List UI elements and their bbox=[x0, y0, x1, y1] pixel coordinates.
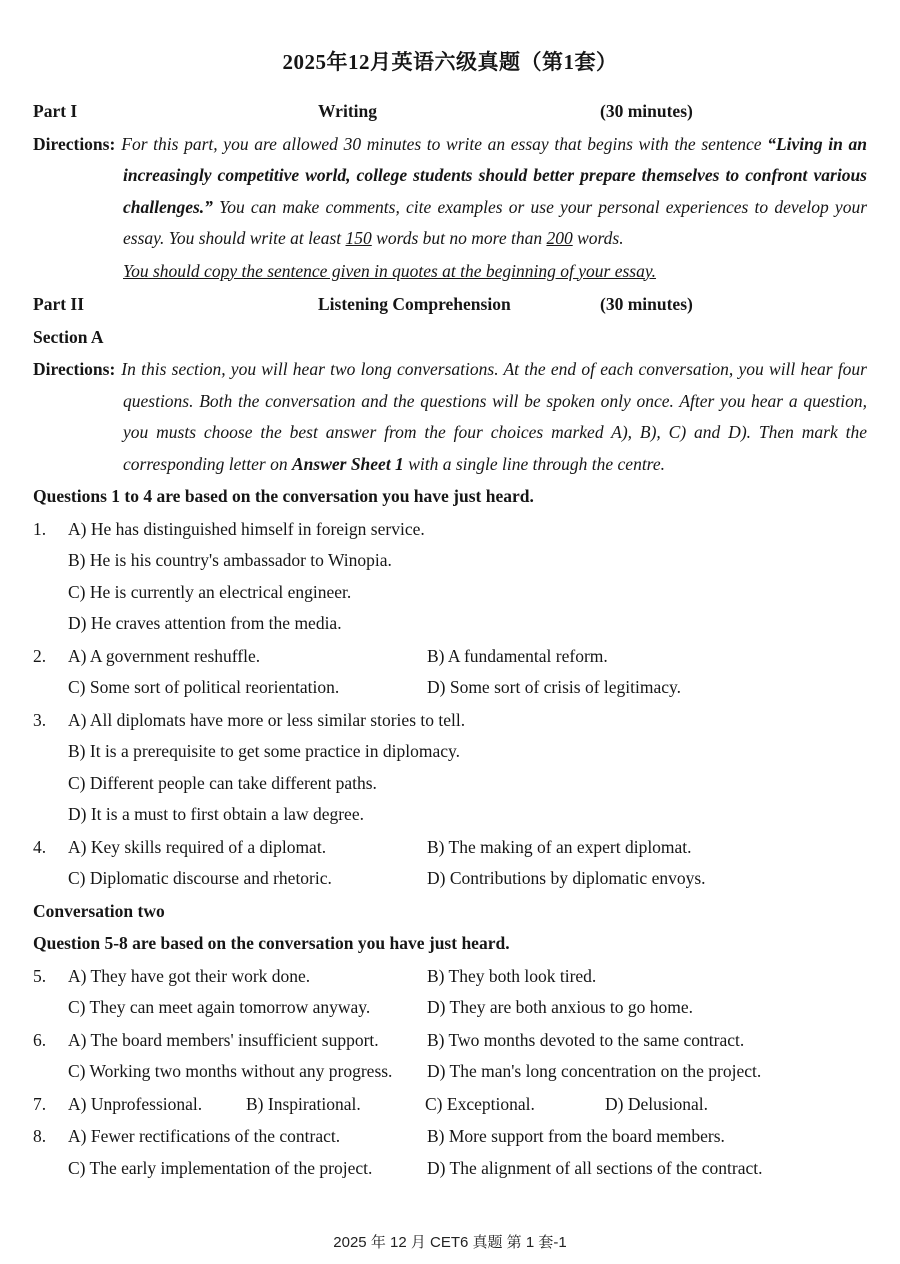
question-4 bbox=[33, 832, 867, 895]
question-3 bbox=[33, 705, 867, 831]
page-footer: 2025 年 12 月 CET6 真题 第 1 套-1 bbox=[333, 1234, 567, 1251]
option-b: B) It is a prerequisite to get some practice in diplomacy. bbox=[68, 741, 461, 761]
part1-copy-sentence-note: You should copy the sentence given in quotes at the beginning of your essay. bbox=[123, 260, 657, 281]
option-d: D) Contributions by diplomatic envoys. bbox=[427, 868, 706, 888]
part2-header bbox=[33, 289, 867, 321]
part2-heading: Listening Comprehension bbox=[318, 294, 511, 314]
option-b: B) Two months devoted to the same contract. bbox=[427, 1029, 745, 1050]
question-options bbox=[68, 641, 867, 704]
option-row bbox=[68, 672, 867, 704]
option-row bbox=[68, 1025, 867, 1057]
question-6 bbox=[33, 1025, 867, 1088]
option-row bbox=[68, 1089, 867, 1121]
question-number: 5. bbox=[33, 965, 47, 986]
section-a-label: Section A bbox=[33, 326, 104, 347]
question-options bbox=[68, 1025, 867, 1088]
question-8 bbox=[33, 1121, 867, 1184]
option-a: A) Key skills required of a diplomat. bbox=[68, 836, 327, 857]
option-row bbox=[68, 992, 867, 1024]
part1-label: Part I bbox=[33, 101, 78, 121]
option-b: B) He is his country's ambassador to Winopia. bbox=[68, 550, 392, 570]
question-number: 7. bbox=[33, 1093, 47, 1114]
option-b: B) They both look tired. bbox=[427, 965, 597, 986]
option-d: D) The alignment of all sections of the contract. bbox=[427, 1157, 763, 1178]
question-number: 2. bbox=[33, 645, 47, 666]
option-row bbox=[68, 961, 867, 993]
question-options bbox=[68, 961, 867, 1024]
directions-text: with a single line through the centre. bbox=[403, 453, 665, 474]
question-2 bbox=[33, 641, 867, 704]
question-options bbox=[68, 1121, 867, 1184]
option-a: A) All diplomats have more or less similar stories to tell. bbox=[68, 709, 466, 730]
question-5 bbox=[33, 961, 867, 1024]
option-d: D) Delusional. bbox=[605, 1093, 709, 1114]
questions-5-8-heading: Question 5-8 are based on the conversation you have just heard. bbox=[33, 933, 510, 953]
directions-text: In this section, you will hear two long conversations. At the end of each conversation, you will hear four questions. Both the conversation and the questions will be spoken only once. After you hear a question, you musts choose the best answer from the four choices marked A), B), C) and D). Then mark the corresponding letter on bbox=[121, 359, 867, 474]
question-options bbox=[68, 514, 867, 640]
directions-text: words. bbox=[572, 228, 624, 248]
option-b: B) Inspirational. bbox=[246, 1093, 361, 1114]
questions-1-4-heading: Questions 1 to 4 are based on the conversation you have just heard. bbox=[33, 486, 534, 506]
option-c: C) Some sort of political reorientation. bbox=[68, 677, 340, 697]
directions-text: You can make comments, cite examples or use your personal experiences to develop your essay. You should write at least bbox=[123, 196, 867, 248]
option-a: A) Fewer rectifications of the contract. bbox=[68, 1126, 341, 1146]
option-row bbox=[68, 1153, 867, 1185]
max-words: 200 bbox=[546, 228, 573, 248]
part1-time: (30 minutes) bbox=[600, 101, 693, 121]
option-d: D) He craves attention from the media. bbox=[68, 613, 342, 633]
option-row bbox=[68, 863, 867, 895]
option-a: A) They have got their work done. bbox=[68, 965, 311, 986]
question-options bbox=[68, 705, 867, 831]
option-c: C) Working two months without any progress. bbox=[68, 1061, 393, 1081]
directions-text: words but no more than bbox=[371, 228, 547, 248]
conversation-two-label: Conversation two bbox=[33, 900, 165, 921]
option-row bbox=[68, 832, 867, 864]
option-c: C) Different people can take different paths. bbox=[68, 772, 377, 793]
option-c: C) They can meet again tomorrow anyway. bbox=[68, 997, 371, 1017]
option-c: C) He is currently an electrical engineer. bbox=[68, 581, 352, 602]
question-number: 6. bbox=[33, 1029, 47, 1050]
question-number: 8. bbox=[33, 1126, 47, 1146]
part1-heading: Writing bbox=[318, 101, 377, 121]
part2-time: (30 minutes) bbox=[600, 294, 693, 314]
question-number: 1. bbox=[33, 518, 47, 539]
option-b: B) More support from the board members. bbox=[427, 1126, 725, 1146]
option-c: C) The early implementation of the project. bbox=[68, 1157, 373, 1178]
answer-sheet-ref: Answer Sheet 1 bbox=[291, 453, 404, 474]
directions-text: For this part, you are allowed 30 minutes to write an essay that begins with the sentence bbox=[121, 133, 768, 154]
option-row bbox=[68, 1121, 867, 1153]
option-a: A) He has distinguished himself in foreign service. bbox=[68, 518, 425, 539]
question-number: 4. bbox=[33, 836, 47, 857]
directions-label: Directions: bbox=[33, 359, 116, 379]
option-row bbox=[68, 1056, 867, 1088]
option-c: C) Diplomatic discourse and rhetoric. bbox=[68, 868, 332, 888]
part2-label: Part II bbox=[33, 294, 85, 314]
option-a: A) Unprofessional. bbox=[68, 1093, 203, 1114]
directions-label: Directions: bbox=[33, 133, 116, 154]
part1-directions bbox=[33, 129, 867, 255]
essay-opening-sentence: “Living in an increasingly competitive world, college students should better prepare themselves to confront various challenges.” bbox=[123, 133, 867, 217]
min-words: 150 bbox=[345, 228, 372, 248]
option-b: B) The making of an expert diplomat. bbox=[427, 836, 692, 857]
option-c: C) Exceptional. bbox=[425, 1093, 535, 1114]
part1-header bbox=[33, 96, 867, 128]
question-options bbox=[68, 832, 867, 895]
option-row bbox=[68, 641, 867, 673]
question-number: 3. bbox=[33, 709, 47, 730]
option-d: D) They are both anxious to go home. bbox=[427, 997, 694, 1017]
question-options bbox=[68, 1089, 867, 1121]
question-1 bbox=[33, 514, 867, 640]
option-d: D) It is a must to first obtain a law degree. bbox=[68, 804, 364, 824]
option-d: D) The man's long concentration on the project. bbox=[427, 1061, 762, 1081]
option-b: B) A fundamental reform. bbox=[427, 645, 608, 666]
page-title: 2025年12月英语六级真题（第1套） bbox=[282, 50, 618, 74]
question-7 bbox=[33, 1089, 867, 1121]
option-a: A) The board members' insufficient support. bbox=[68, 1029, 379, 1050]
option-a: A) A government reshuffle. bbox=[68, 645, 261, 666]
option-d: D) Some sort of crisis of legitimacy. bbox=[427, 677, 682, 697]
part2-directions bbox=[33, 354, 867, 480]
